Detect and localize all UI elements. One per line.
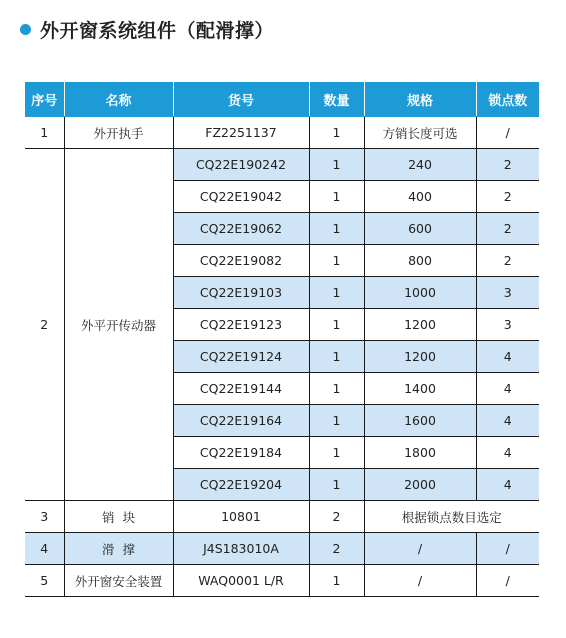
cell-seq: 2: [25, 149, 64, 501]
table-row: [25, 149, 539, 181]
cell-name: 销 块: [64, 501, 173, 533]
table-row: [25, 117, 539, 149]
table-row: [25, 565, 539, 597]
cell-locks: 3: [476, 309, 539, 341]
cell-locks: 2: [476, 181, 539, 213]
cell-code: WAQ0001 L/R: [173, 565, 309, 597]
bullet-dot-icon: [20, 24, 31, 35]
header-locks: 锁点数: [476, 82, 539, 117]
header-seq: 序号: [25, 82, 64, 117]
cell-code: 10801: [173, 501, 309, 533]
cell-name: 外平开传动器: [64, 149, 173, 501]
cell-code: CQ22E19144: [173, 373, 309, 405]
cell-locks: 4: [476, 469, 539, 501]
cell-qty: 1: [309, 277, 364, 309]
cell-code: CQ22E19124: [173, 341, 309, 373]
cell-spec: 方销长度可选: [364, 117, 476, 149]
header-name: 名称: [64, 82, 173, 117]
page-header: [20, 15, 274, 43]
table-row: [25, 533, 539, 565]
cell-seq: 5: [25, 565, 64, 597]
cell-spec: 600: [364, 213, 476, 245]
cell-spec: 1200: [364, 309, 476, 341]
cell-locks: /: [476, 565, 539, 597]
cell-spec: 2000: [364, 469, 476, 501]
cell-locks: 4: [476, 437, 539, 469]
cell-qty: 1: [309, 149, 364, 181]
cell-code: CQ22E19042: [173, 181, 309, 213]
cell-locks: 2: [476, 149, 539, 181]
cell-qty: 1: [309, 181, 364, 213]
cell-locks: /: [476, 117, 539, 149]
cell-code: CQ22E190242: [173, 149, 309, 181]
cell-locks: 4: [476, 405, 539, 437]
cell-seq: 3: [25, 501, 64, 533]
cell-seq: 1: [25, 117, 64, 149]
header-spec: 规格: [364, 82, 476, 117]
table-row: [25, 501, 539, 533]
cell-qty: 1: [309, 117, 364, 149]
cell-qty: 1: [309, 373, 364, 405]
cell-locks: 2: [476, 213, 539, 245]
cell-code: J4S183010A: [173, 533, 309, 565]
cell-qty: 1: [309, 565, 364, 597]
cell-spec: 400: [364, 181, 476, 213]
cell-code: CQ22E19204: [173, 469, 309, 501]
cell-qty: 2: [309, 533, 364, 565]
cell-locks: 4: [476, 341, 539, 373]
cell-seq: 4: [25, 533, 64, 565]
cell-code: CQ22E19103: [173, 277, 309, 309]
cell-code: FZ2251137: [173, 117, 309, 149]
cell-qty: 2: [309, 501, 364, 533]
cell-spec: 根据锁点数目选定: [364, 501, 539, 533]
cell-spec: /: [364, 533, 476, 565]
cell-qty: 1: [309, 213, 364, 245]
cell-spec: 800: [364, 245, 476, 277]
cell-spec: 1000: [364, 277, 476, 309]
components-table: [25, 82, 539, 597]
cell-spec: /: [364, 565, 476, 597]
cell-spec: 240: [364, 149, 476, 181]
table-header-row: [25, 82, 539, 117]
cell-qty: 1: [309, 405, 364, 437]
cell-locks: /: [476, 533, 539, 565]
cell-qty: 1: [309, 245, 364, 277]
cell-qty: 1: [309, 341, 364, 373]
cell-qty: 1: [309, 469, 364, 501]
page-title: 外开窗系统组件（配滑撑）: [40, 19, 275, 42]
cell-locks: 2: [476, 245, 539, 277]
cell-code: CQ22E19164: [173, 405, 309, 437]
cell-spec: 1800: [364, 437, 476, 469]
header-code: 货号: [173, 82, 309, 117]
cell-code: CQ22E19184: [173, 437, 309, 469]
cell-name: 外开执手: [64, 117, 173, 149]
header-qty: 数量: [309, 82, 364, 117]
cell-code: CQ22E19123: [173, 309, 309, 341]
cell-name: 滑 撑: [64, 533, 173, 565]
cell-spec: 1600: [364, 405, 476, 437]
cell-spec: 1200: [364, 341, 476, 373]
cell-code: CQ22E19082: [173, 245, 309, 277]
cell-code: CQ22E19062: [173, 213, 309, 245]
cell-name: 外开窗安全装置: [64, 565, 173, 597]
cell-qty: 1: [309, 437, 364, 469]
cell-locks: 3: [476, 277, 539, 309]
cell-spec: 1400: [364, 373, 476, 405]
cell-locks: 4: [476, 373, 539, 405]
cell-qty: 1: [309, 309, 364, 341]
